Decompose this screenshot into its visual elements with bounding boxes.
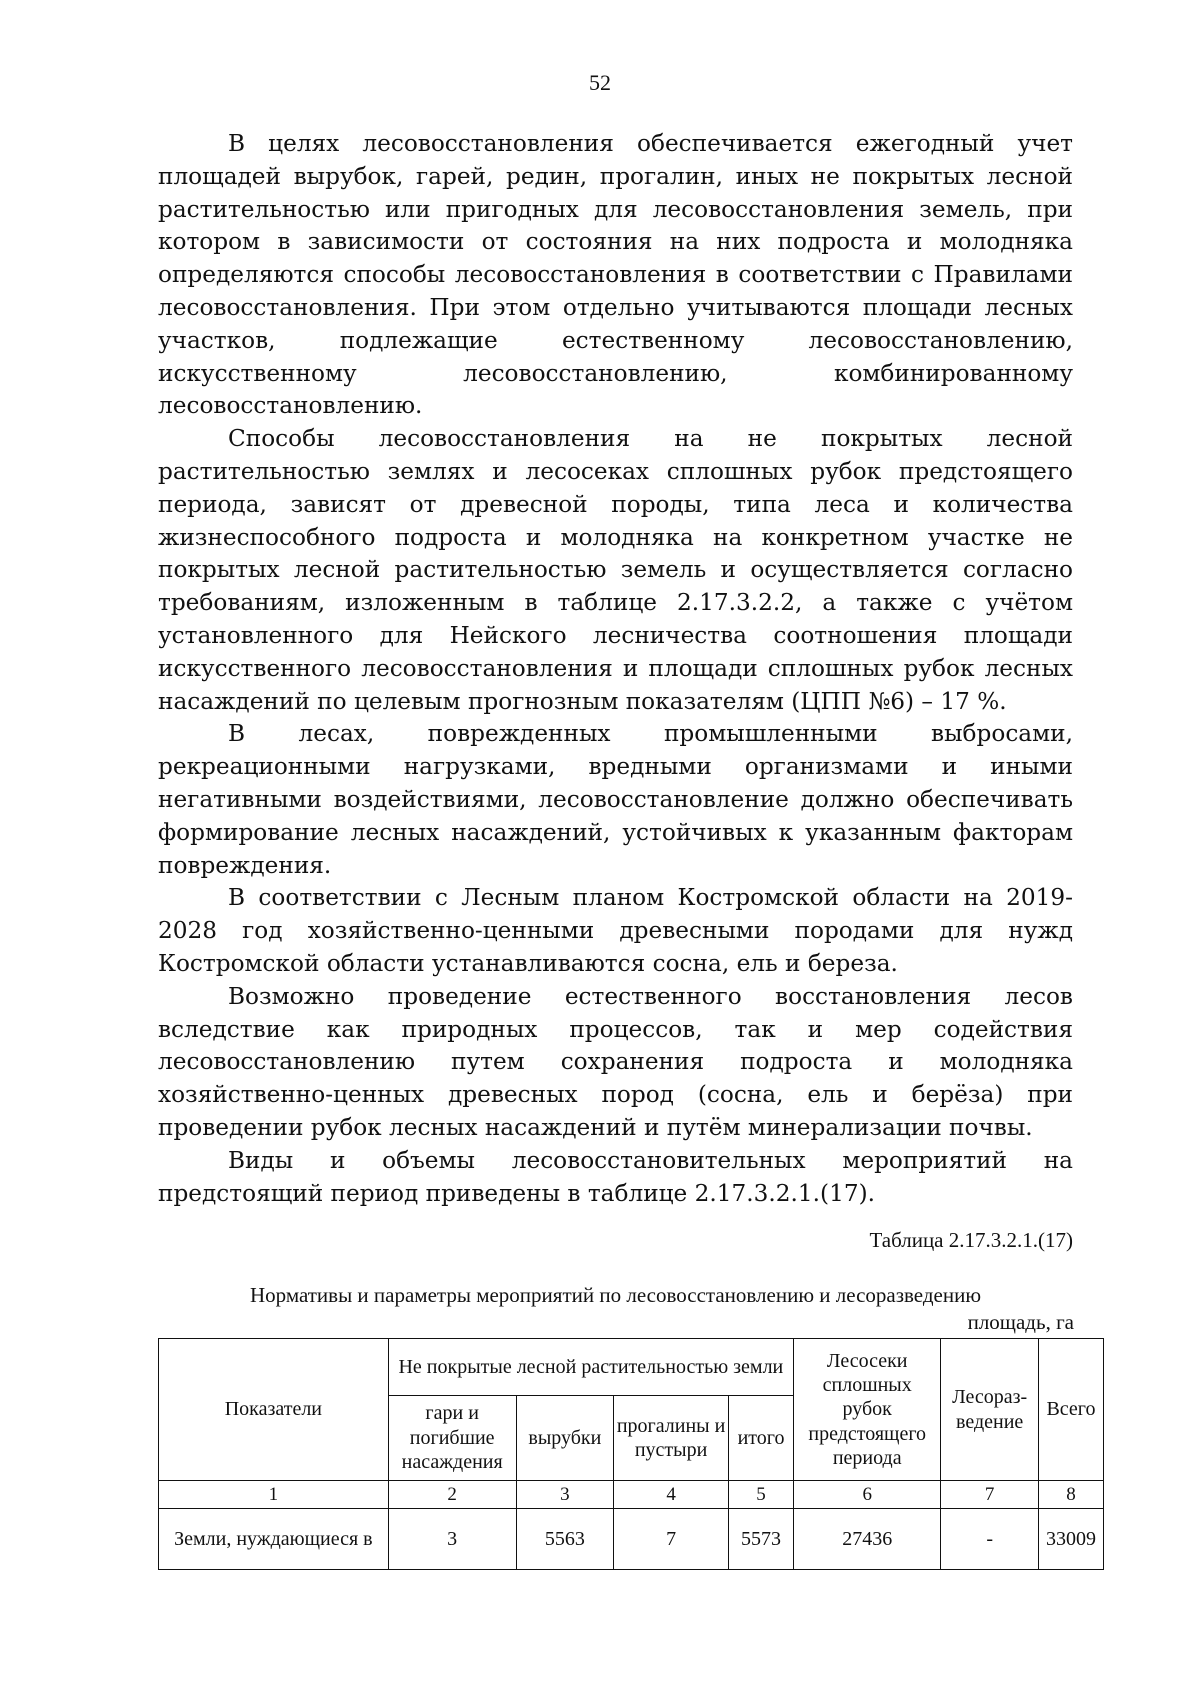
paragraph: Способы лесовосстановления на не покрытых лесной растительностью землях и лесосеках сплошных рубок предстоящего периода, зависят от древесной породы, типа леса и количества жизнеспособного подроста и молодняка на конкретном участке не покрытых лесной растительностью земель и осуществляется согласно требованиям, изложенным в таблице 2.17.3.2.2, а также с учётом установленного для Нейского лесничества соотношения площади искусственного лесовосстановления и площади сплошных рубок лесных насаждений по целевым прогнозным показателям (ЦПП №6) – 17 %. xyxy=(158,425,1073,715)
table-cell: 27436 xyxy=(794,1509,941,1570)
table-cell: 5563 xyxy=(516,1509,614,1570)
header-glades: прогалины и пустыри xyxy=(614,1396,729,1481)
header-clearcut: Лесосеки сплошных рубок предстоящего периода xyxy=(794,1339,941,1481)
table-number: Таблица 2.17.3.2.1.(17) xyxy=(869,1228,1073,1252)
column-number: 1 xyxy=(159,1481,389,1509)
header-not-covered: Не покрытые лесной растительностью земли xyxy=(388,1339,793,1396)
table-cell: 33009 xyxy=(1038,1509,1103,1570)
paragraph: Возможно проведение естественного восстановления лесов вследствие как природных процессов, так и мер содействия лесовосстановлению путем сохранения подроста и молодняка хозяйственно-ценных древесных пород (сосна, ель и берёза) при проведении рубок лесных насаждений и путём минерализации почвы. xyxy=(158,982,1073,1141)
column-number: 8 xyxy=(1038,1481,1103,1509)
header-row xyxy=(159,1339,1104,1396)
paragraph: В целях лесовосстановления обеспечивается ежегодный учет площадей вырубок, гарей, редин, прогалин, иных не покрытых лесной растительностью или пригодных для лесовосстановления земель, при котором в зависимости от состояния на них подроста и молодняка определяются способы лесовосстановления в соответствии с Правилами лесовосстановления. При этом отдельно учитываются площади лесных участков, подлежащие естественному лесовосстановлению, искусственному лесовосстановлению, комбинированному лесовосстановлению. xyxy=(158,130,1073,420)
table-cell: 7 xyxy=(614,1509,729,1570)
column-number: 6 xyxy=(794,1481,941,1509)
header-total: Всего xyxy=(1038,1339,1103,1481)
header-cuttings: вырубки xyxy=(516,1396,614,1481)
header-burned: гари и погибшие насаждения xyxy=(388,1396,516,1481)
table-cell: - xyxy=(941,1509,1039,1570)
table-caption: Нормативы и параметры мероприятий по лесовосстановлению и лесоразведению xyxy=(249,1283,982,1307)
table-cell: 3 xyxy=(388,1509,516,1570)
column-number: 4 xyxy=(614,1481,729,1509)
header-afforestation: Лесораз-ведение xyxy=(941,1339,1039,1481)
norms-table xyxy=(158,1338,1104,1570)
column-number-row xyxy=(159,1481,1104,1509)
paragraph: В лесах, поврежденных промышленными выбросами, рекреационными нагрузками, вредными организмами и иными негативными воздействиями, лесовосстановление должно обеспечивать формирование лесных насаждений, устойчивых к указанным факторам повреждения. xyxy=(158,720,1073,879)
column-number: 3 xyxy=(516,1481,614,1509)
body-text xyxy=(158,128,1073,1210)
table-unit: площадь, га xyxy=(967,1310,1074,1334)
paragraph: Виды и объемы лесовосстановительных мероприятий на предстоящий период приведены в таблице 2.17.3.2.1.(17). xyxy=(158,1146,1073,1207)
row-label: Земли, нуждающиеся в xyxy=(159,1509,389,1570)
column-number: 2 xyxy=(388,1481,516,1509)
column-number: 5 xyxy=(729,1481,794,1509)
header-subtotal: итого xyxy=(729,1396,794,1481)
table-row xyxy=(159,1509,1104,1570)
header-indicators: Показатели xyxy=(159,1339,389,1481)
paragraph: В соответствии с Лесным планом Костромской области на 2019-2028 год хозяйственно-ценными древесными породами для нужд Костромской области устанавливаются сосна, ель и береза. xyxy=(158,884,1073,977)
page-number: 52 xyxy=(589,70,611,95)
column-number: 7 xyxy=(941,1481,1039,1509)
table-cell: 5573 xyxy=(729,1509,794,1570)
